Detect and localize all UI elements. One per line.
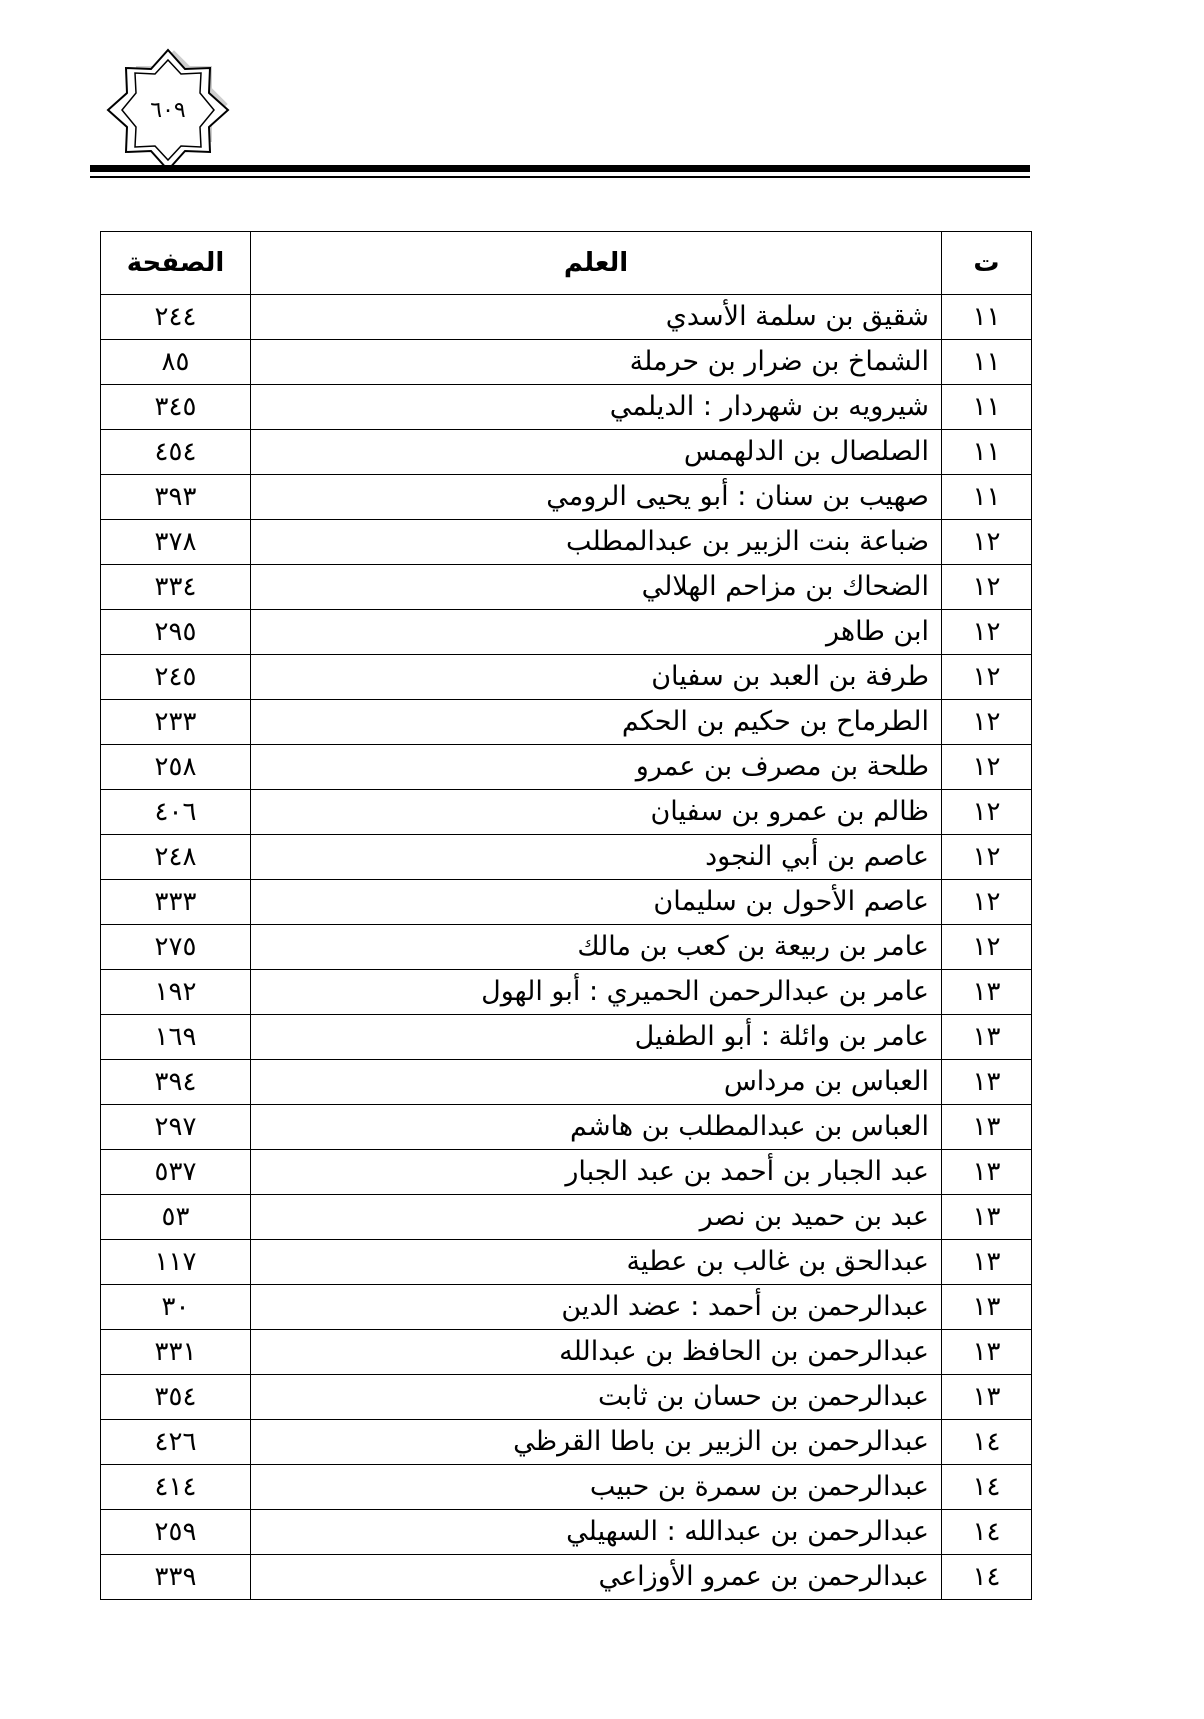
row-name: الطرماح بن حكيم بن الحكم xyxy=(251,700,942,745)
row-number: ١٣ xyxy=(942,1285,1032,1330)
row-number: ١٣ xyxy=(942,1060,1032,1105)
row-page: ٣٩٤ xyxy=(101,1060,251,1105)
row-name: العباس بن عبدالمطلب بن هاشم xyxy=(251,1105,942,1150)
row-name: عبدالرحمن بن أحمد : عضد الدين xyxy=(251,1285,942,1330)
row-name: الضحاك بن مزاحم الهلالي xyxy=(251,565,942,610)
row-page: ١٩٢ xyxy=(101,970,251,1015)
row-number: ١٢ xyxy=(942,565,1032,610)
row-number: ١٢ xyxy=(942,790,1032,835)
row-number: ١٢ xyxy=(942,610,1032,655)
row-page: ٤٥٤ xyxy=(101,430,251,475)
row-page: ٤١٤ xyxy=(101,1465,251,1510)
table-row xyxy=(101,655,1032,700)
row-number: ١١ xyxy=(942,475,1032,520)
row-page: ١٦٩ xyxy=(101,1015,251,1060)
row-page: ٣٩٣ xyxy=(101,475,251,520)
row-name: عبدالرحمن بن عبدالله : السهيلي xyxy=(251,1510,942,1555)
table-row xyxy=(101,340,1032,385)
row-page: ٢٩٥ xyxy=(101,610,251,655)
row-page: ١١٧ xyxy=(101,1240,251,1285)
row-page: ٢٧٥ xyxy=(101,925,251,970)
row-number: ١٣ xyxy=(942,1015,1032,1060)
row-name: طلحة بن مصرف بن عمرو xyxy=(251,745,942,790)
table-row xyxy=(101,520,1032,565)
table-row xyxy=(101,1240,1032,1285)
row-name: شقيق بن سلمة الأسدي xyxy=(251,295,942,340)
row-number: ١٤ xyxy=(942,1510,1032,1555)
row-page: ٣٤٥ xyxy=(101,385,251,430)
row-number: ١٢ xyxy=(942,925,1032,970)
row-name: ابن طاهر xyxy=(251,610,942,655)
row-name: طرفة بن العبد بن سفيان xyxy=(251,655,942,700)
row-page: ٣٠ xyxy=(101,1285,251,1330)
table-row xyxy=(101,1510,1032,1555)
row-name: صهيب بن سنان : أبو يحيى الرومي xyxy=(251,475,942,520)
row-page: ٢٤٥ xyxy=(101,655,251,700)
row-number: ١٢ xyxy=(942,880,1032,925)
row-number: ١٤ xyxy=(942,1420,1032,1465)
row-page: ٢٩٧ xyxy=(101,1105,251,1150)
row-name: العباس بن مرداس xyxy=(251,1060,942,1105)
row-page: ٢٤٤ xyxy=(101,295,251,340)
row-number: ١٣ xyxy=(942,970,1032,1015)
header-number: ت xyxy=(942,232,1032,295)
row-page: ٣٧٨ xyxy=(101,520,251,565)
table-header-row xyxy=(101,232,1032,295)
row-name: عاصم بن أبي النجود xyxy=(251,835,942,880)
row-page: ٢٥٩ xyxy=(101,1510,251,1555)
row-number: ١٣ xyxy=(942,1195,1032,1240)
row-name: الشماخ بن ضرار بن حرملة xyxy=(251,340,942,385)
page-number: ٦٠٩ xyxy=(150,97,186,123)
row-number: ١٤ xyxy=(942,1555,1032,1600)
header-name: العلم xyxy=(251,232,942,295)
row-page: ٤٠٦ xyxy=(101,790,251,835)
row-name: عامر بن عبدالرحمن الحميري : أبو الهول xyxy=(251,970,942,1015)
row-name: عبدالحق بن غالب بن عطية xyxy=(251,1240,942,1285)
table-row xyxy=(101,970,1032,1015)
row-page: ٣٣٩ xyxy=(101,1555,251,1600)
table-row xyxy=(101,790,1032,835)
table-row xyxy=(101,475,1032,520)
row-number: ١١ xyxy=(942,340,1032,385)
row-name: عامر بن وائلة : أبو الطفيل xyxy=(251,1015,942,1060)
row-page: ٥٣ xyxy=(101,1195,251,1240)
row-page: ٣٣٣ xyxy=(101,880,251,925)
row-page: ٣٥٤ xyxy=(101,1375,251,1420)
table-row xyxy=(101,745,1032,790)
row-number: ١١ xyxy=(942,295,1032,340)
row-page: ٣٣١ xyxy=(101,1330,251,1375)
row-number: ١٢ xyxy=(942,835,1032,880)
row-number: ١٣ xyxy=(942,1375,1032,1420)
table-row xyxy=(101,1105,1032,1150)
row-page: ٨٥ xyxy=(101,340,251,385)
table-row xyxy=(101,1285,1032,1330)
row-name: عبدالرحمن بن حسان بن ثابت xyxy=(251,1375,942,1420)
header-rule-thick xyxy=(90,165,1030,172)
row-number: ١٤ xyxy=(942,1465,1032,1510)
row-name: ظالم بن عمرو بن سفيان xyxy=(251,790,942,835)
table-row xyxy=(101,1150,1032,1195)
row-name: عبدالرحمن بن سمرة بن حبيب xyxy=(251,1465,942,1510)
table-row xyxy=(101,295,1032,340)
table-row xyxy=(101,1465,1032,1510)
row-page: ٤٢٦ xyxy=(101,1420,251,1465)
row-page: ٢٥٨ xyxy=(101,745,251,790)
row-name: الصلصال بن الدلهمس xyxy=(251,430,942,475)
table-row xyxy=(101,880,1032,925)
table-row xyxy=(101,1555,1032,1600)
row-page: ٢٣٣ xyxy=(101,700,251,745)
table-row xyxy=(101,385,1032,430)
header-page: الصفحة xyxy=(101,232,251,295)
row-number: ١٣ xyxy=(942,1240,1032,1285)
row-number: ١٢ xyxy=(942,745,1032,790)
table-row xyxy=(101,430,1032,475)
table-row xyxy=(101,835,1032,880)
table-row xyxy=(101,1330,1032,1375)
row-number: ١٢ xyxy=(942,700,1032,745)
row-page: ٥٣٧ xyxy=(101,1150,251,1195)
header-rule-thin xyxy=(90,176,1030,178)
row-number: ١٢ xyxy=(942,520,1032,565)
table-row xyxy=(101,700,1032,745)
row-number: ١٣ xyxy=(942,1150,1032,1195)
row-name: عامر بن ربيعة بن كعب بن مالك xyxy=(251,925,942,970)
table-row xyxy=(101,1060,1032,1105)
row-number: ١١ xyxy=(942,430,1032,475)
names-index-table xyxy=(100,231,1032,1600)
table-row xyxy=(101,1375,1032,1420)
row-page: ٢٤٨ xyxy=(101,835,251,880)
row-number: ١١ xyxy=(942,385,1032,430)
table-row xyxy=(101,610,1032,655)
row-name: عاصم الأحول بن سليمان xyxy=(251,880,942,925)
table-row xyxy=(101,565,1032,610)
row-name: عبدالرحمن بن عمرو الأوزاعي xyxy=(251,1555,942,1600)
row-name: عبد الجبار بن أحمد بن عبد الجبار xyxy=(251,1150,942,1195)
row-name: ضباعة بنت الزبير بن عبدالمطلب xyxy=(251,520,942,565)
table-row xyxy=(101,1195,1032,1240)
row-name: شيرويه بن شهردار : الديلمي xyxy=(251,385,942,430)
row-page: ٣٣٤ xyxy=(101,565,251,610)
row-name: عبدالرحمن بن الحافظ بن عبدالله xyxy=(251,1330,942,1375)
row-number: ١٢ xyxy=(942,655,1032,700)
row-number: ١٣ xyxy=(942,1330,1032,1375)
table-row xyxy=(101,1015,1032,1060)
row-number: ١٣ xyxy=(942,1105,1032,1150)
row-name: عبد بن حميد بن نصر xyxy=(251,1195,942,1240)
table-row xyxy=(101,1420,1032,1465)
row-name: عبدالرحمن بن الزبير بن باطا القرظي xyxy=(251,1420,942,1465)
table-row xyxy=(101,925,1032,970)
